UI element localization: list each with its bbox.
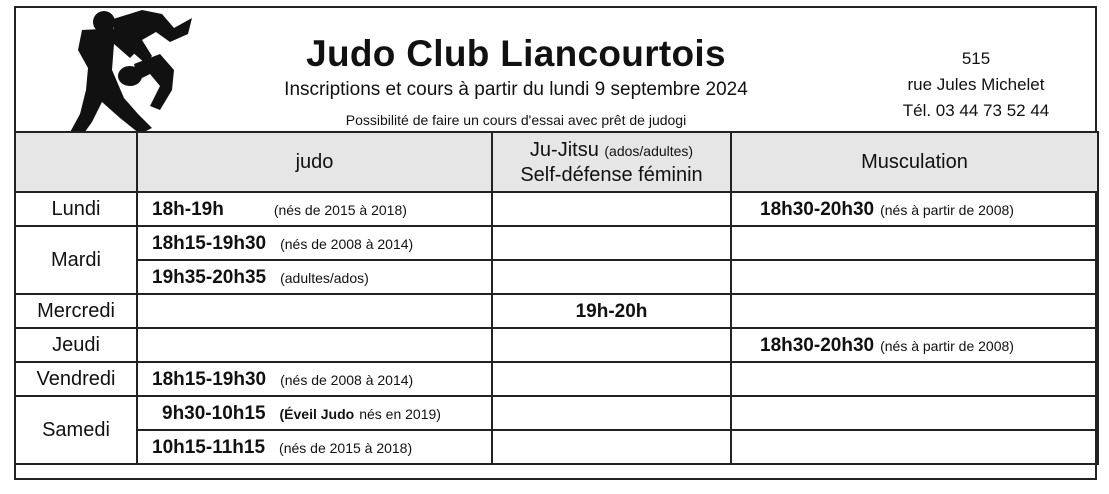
club-address [866,46,1086,124]
column-musculation: Musculation [731,132,1098,192]
slot-jeudi-musculation: 18h30-20h30 (nés à partir de 2008) [731,328,1098,362]
day-vendredi: Vendredi [15,362,137,396]
empty-cell [492,226,731,260]
empty-cell [137,294,492,328]
table-row [15,294,1098,328]
day-mercredi: Mercredi [15,294,137,328]
empty-cell [492,192,731,226]
empty-cell [492,260,731,294]
slot-samedi-judo-2: 10h15-11h15 (nés de 2015 à 2018) [137,430,492,464]
table-row [15,260,1098,294]
empty-cell [731,396,1098,430]
jujitsu-ages: (ados/adultes) [604,142,694,159]
empty-cell [731,362,1098,396]
table-row [15,192,1098,226]
corner-cell [15,132,137,192]
slot-vendredi-judo: 18h15-19h30 (nés de 2008 à 2014) [137,362,492,396]
slot-lundi-musculation: 18h30-20h30 (nés à partir de 2008) [731,192,1098,226]
address-number: 515 [961,49,991,68]
empty-cell [492,396,731,430]
table-row [15,430,1098,464]
empty-cell [492,430,731,464]
day-jeudi: Jeudi [15,328,137,362]
column-jujitsu [492,132,731,192]
slot-samedi-judo-1: 9h30-10h15 (Éveil Judo nés en 2019) [137,396,492,430]
empty-cell [731,260,1098,294]
empty-cell [492,362,731,396]
address-street: rue Jules Michelet [907,75,1045,94]
empty-cell [731,226,1098,260]
table-row [15,328,1098,362]
header-row [15,132,1098,192]
empty-cell [492,328,731,362]
slot-lundi-judo: 18h-19h (nés de 2015 à 2018) [137,192,492,226]
address-phone: Tél. 03 44 73 52 44 [902,101,1050,120]
day-mardi: Mardi [15,226,137,294]
judo-throw-silhouette-icon [42,10,192,138]
self-defense-label: Self-défense féminin [520,163,703,186]
table-row [15,396,1098,430]
empty-cell [137,328,492,362]
table-row [15,362,1098,396]
header [16,8,1095,133]
day-samedi: Samedi [15,396,137,464]
registration-subtitle: Inscriptions et cours à partir du lundi 9 septembre 2024 [284,79,748,100]
slot-mardi-judo-1: 18h15-19h30 (nés de 2008 à 2014) [137,226,492,260]
empty-cell [731,430,1098,464]
schedule-table [14,131,1099,465]
trial-lesson-note: Possibilité de faire un cours d'essai avec prêt de judogi [345,112,687,128]
table-row [15,226,1098,260]
slot-mardi-judo-2: 19h35-20h35 (adultes/ados) [137,260,492,294]
day-lundi: Lundi [15,192,137,226]
slot-mercredi-jujitsu: 19h-20h [492,294,731,328]
empty-cell [731,294,1098,328]
club-title: Judo Club Liancourtois [306,33,726,74]
jujitsu-label: Ju-Jitsu [529,138,599,161]
column-judo: judo [137,132,492,192]
